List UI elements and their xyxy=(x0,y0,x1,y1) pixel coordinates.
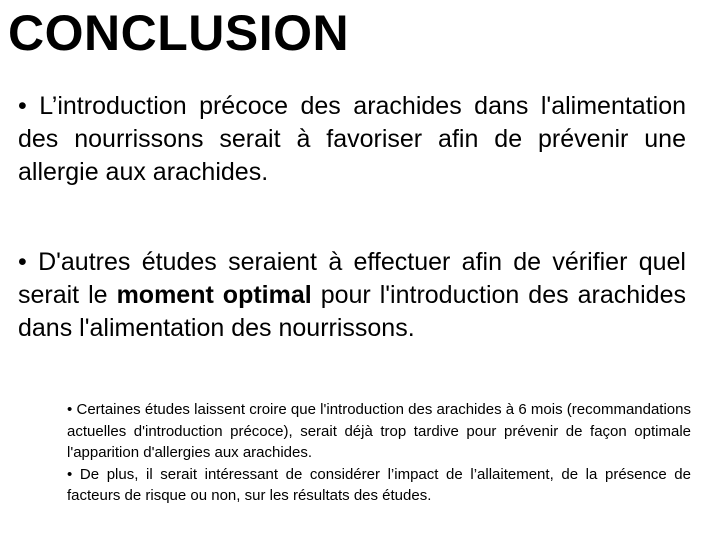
bullet-point-1 xyxy=(18,90,686,189)
bullet-2-text-end: pour l'introduction des arachides dans l'alimentation des nourrissons. xyxy=(18,281,686,342)
bullet-marker: • xyxy=(18,248,27,276)
bullet-1-text: L’introduction précoce des arachides dans l'alimentation des nourrissons serait à favoriser afin de prévenir une allergie aux arachides. xyxy=(18,92,687,186)
bullet-marker: • xyxy=(67,465,73,483)
sub-bullet-2-text: De plus, il serait intéressant de considérer l’impact de l’allaitement, de la présence de facteurs de risque ou non, sur les résultats des études. xyxy=(67,465,691,504)
bullet-2-emphasis: moment optimal xyxy=(116,281,312,309)
bullet-marker: • xyxy=(67,401,73,418)
bullet-point-2 xyxy=(18,246,686,345)
bullet-marker: • xyxy=(18,92,27,120)
sub-bullet-list xyxy=(67,399,691,507)
sub-bullet-1 xyxy=(67,399,691,464)
sub-bullet-1-text: Certaines études laissent croire que l'introduction des arachides à 6 mois (recommandations actuelles d'introduction précoce), serait déjà trop tardive pour prévenir de façon optimale l'apparition d'allergies aux arachides. xyxy=(67,401,691,461)
sub-bullet-2 xyxy=(67,464,691,507)
bullet-2-text-start: D'autres études seraient à effectuer afin de vérifier quel serait le xyxy=(18,248,686,309)
slide-title: CONCLUSION xyxy=(8,5,350,61)
